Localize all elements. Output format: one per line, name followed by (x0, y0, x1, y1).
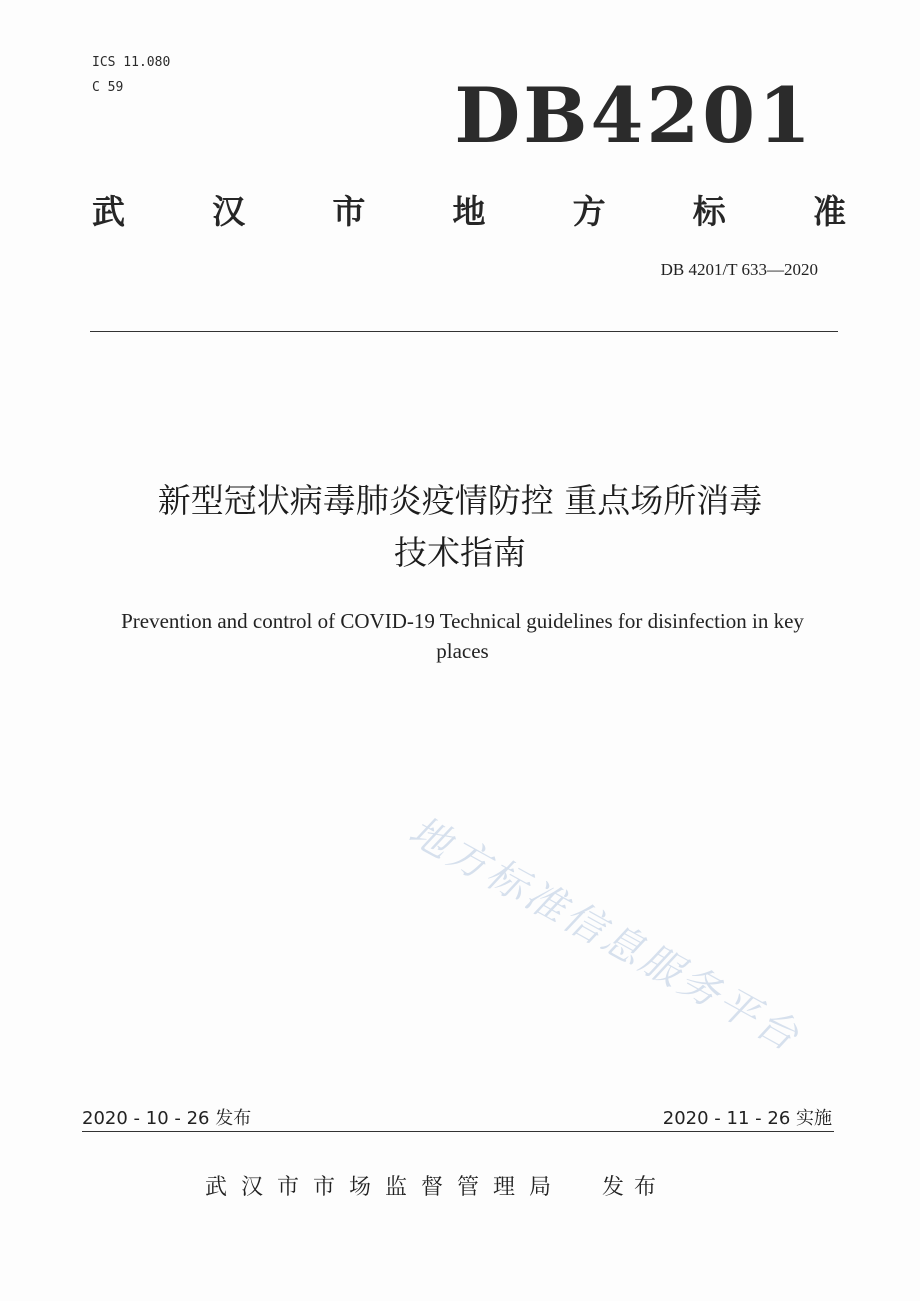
bottom-divider (82, 1131, 834, 1132)
chinese-title-line-2: 技术指南 (394, 533, 526, 572)
english-title-line-1: Prevention and control of COVID-19 Technical guidelines for disinfection in key (121, 609, 804, 633)
watermark: 地方标准信息服务平台 (401, 807, 809, 1062)
publisher-name: 武汉市市场监督管理局 (205, 1175, 566, 1200)
standard-type-char: 汉 (212, 192, 246, 231)
standard-type-heading (92, 186, 846, 233)
english-title (90, 606, 835, 666)
chinese-title (60, 475, 860, 579)
date-row (82, 1104, 832, 1130)
english-title-line-2: places (436, 639, 489, 663)
standard-type-char: 市 (332, 192, 366, 231)
standard-number: DB 4201/T 633—2020 (660, 260, 818, 279)
ccs-code: C 59 (92, 80, 124, 95)
top-divider (90, 331, 838, 332)
publish-label: 发布 (602, 1175, 667, 1200)
ics-code: ICS 11.080 (92, 55, 171, 70)
release-date: 2020 - 10 - 26 发布 (82, 1108, 252, 1129)
standard-type-char: 地 (452, 192, 486, 231)
standard-type-char: 方 (572, 192, 606, 231)
implement-date: 2020 - 11 - 26 实施 (662, 1108, 832, 1129)
standard-type-char: 准 (812, 192, 846, 231)
db-logo: DB4201 (454, 71, 814, 160)
standard-type-char: 武 (92, 192, 125, 231)
standard-type-char: 标 (692, 192, 726, 231)
chinese-title-line-1: 新型冠状病毒肺炎疫情防控 重点场所消毒 (157, 481, 763, 520)
classification-codes (92, 50, 170, 100)
publisher-row (205, 1170, 666, 1201)
